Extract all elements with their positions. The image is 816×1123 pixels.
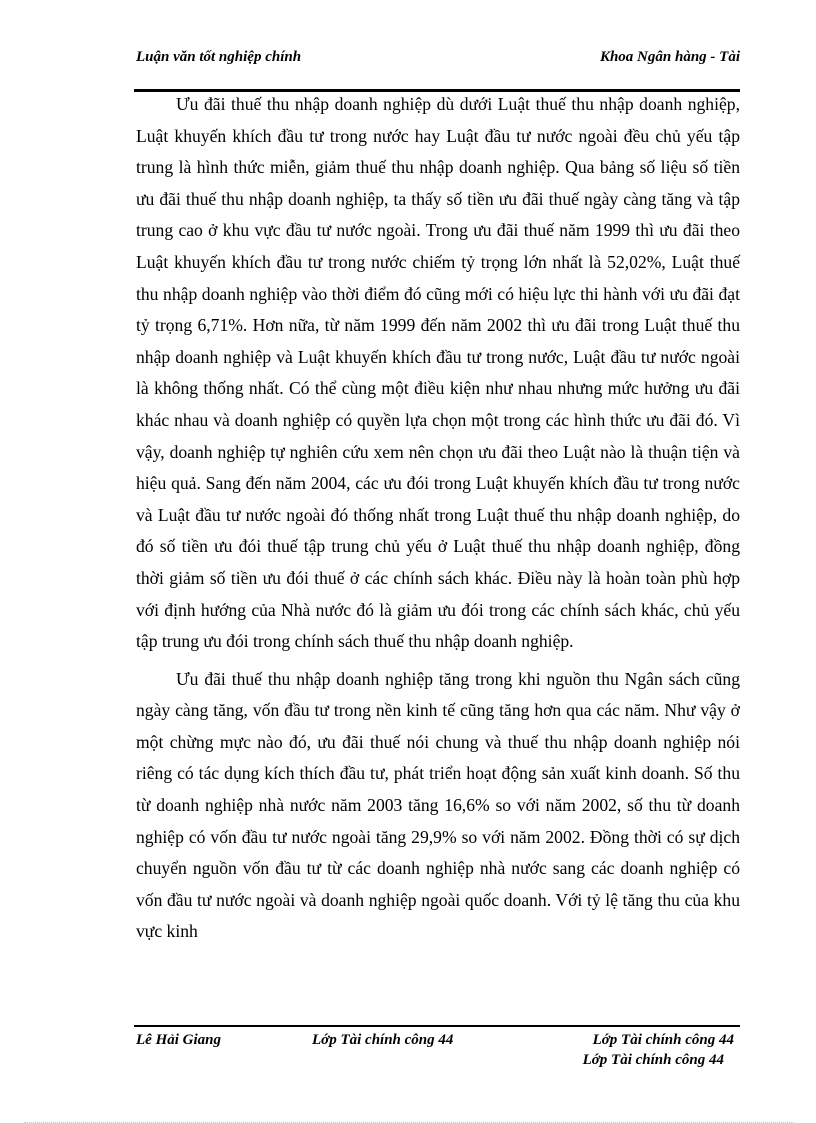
footer-divider — [134, 1025, 740, 1027]
header-thesis-title: Luận văn tốt nghiệp chính — [136, 49, 302, 65]
header-faculty: Khoa Ngân hàng - Tài — [599, 49, 740, 65]
footer-author: Lê Hải Giang — [136, 1032, 221, 1048]
paragraph: Ưu đãi thuế thu nhập doanh nghiệp dù dưới Luật thuế thu nhập doanh nghiệp, Luật khuyến khích đầu tư trong nước hay Luật đầu tư nước ngoài đều chủ yếu tập trung là hình thức miễn, giảm thuế thu nhập doanh nghiệp. Qua bảng số liệu số tiền ưu đãi thuế thu nhập doanh nghiệp, ta thấy số tiền ưu đãi thuế ngày càng tăng và tập trung cao ở khu vực đầu tư nước ngoài. Trong ưu đãi thuế năm 1999 thì ưu đãi theo Luật khuyến khích đầu tư trong nước chiếm tỷ trọng lớn nhất là 52,02%, Luật thuế thu nhập doanh nghiệp vào thời điểm đó cũng mới có hiệu lực thi hành với ưu đãi đạt tỷ trọng 6,71%. Hơn nữa, từ năm 1999 đến năm 2002 thì ưu đãi trong Luật thuế thu nhập doanh nghiệp và Luật khuyến khích đầu tư trong nước, Luật đầu tư nước ngoài là không thống nhất. Có thể cùng một điều kiện như nhau nhưng mức hưởng ưu đãi khác nhau và doanh nghiệp có quyền lựa chọn một trong các hình thức ưu đãi đó. Vì vậy, doanh nghiệp tự nghiên cứu xem nên chọn ưu đãi theo Luật nào là thuận tiện và hiệu quả. Sang đến năm 2004, các ưu đói trong Luật khuyến khích đầu tư trong nước và Luật đầu tư nước ngoài đó thống nhất trong Luật thuế thu nhập doanh nghiệp, do đó số tiền ưu đói thuế tập trung chủ yếu ở Luật thuế thu nhập doanh nghiệp, đồng thời giảm số tiền ưu đói thuế ở các chính sách khác. Điều này là hoàn toàn phù hợp với định hướng của Nhà nước đó là giảm ưu đói trong các chính sách khác, chủ yếu tập trung ưu đói trong chính sách thuế thu nhập doanh nghiệp. — [136, 94, 740, 652]
document-body — [136, 89, 740, 948]
footer-class-label-repeat: Lớp Tài chính công 44 — [582, 1052, 724, 1068]
footer-class-label: Lớp Tài chính công 44 — [312, 1032, 454, 1048]
paragraph: Ưu đãi thuế thu nhập doanh nghiệp tăng trong khi nguồn thu Ngân sách cũng ngày càng tăng, vốn đầu tư trong nền kinh tế cũng tăng hơn qua các năm. Như vậy ở một chừng mực nào đó, ưu đãi thuế nói chung và thuế thu nhập doanh nghiệp nói riêng có tác dụng kích thích đầu tư, phát triển hoạt động sản xuất kinh doanh. Số thu từ doanh nghiệp nhà nước năm 2003 tăng 16,6% so với năm 2002, số thu từ doanh nghiệp có vốn đầu tư nước ngoài tăng 29,9% so với năm 2002. Đồng thời có sự dịch chuyển nguồn vốn đầu tư từ các doanh nghiệp nhà nước sang các doanh nghiệp có vốn đầu tư nước ngoài và doanh nghiệp ngoài quốc doanh. Với tỷ lệ tăng thu của khu vực kinh — [136, 668, 740, 942]
footer-class-label-right: Lớp Tài chính công 44 — [592, 1032, 734, 1048]
